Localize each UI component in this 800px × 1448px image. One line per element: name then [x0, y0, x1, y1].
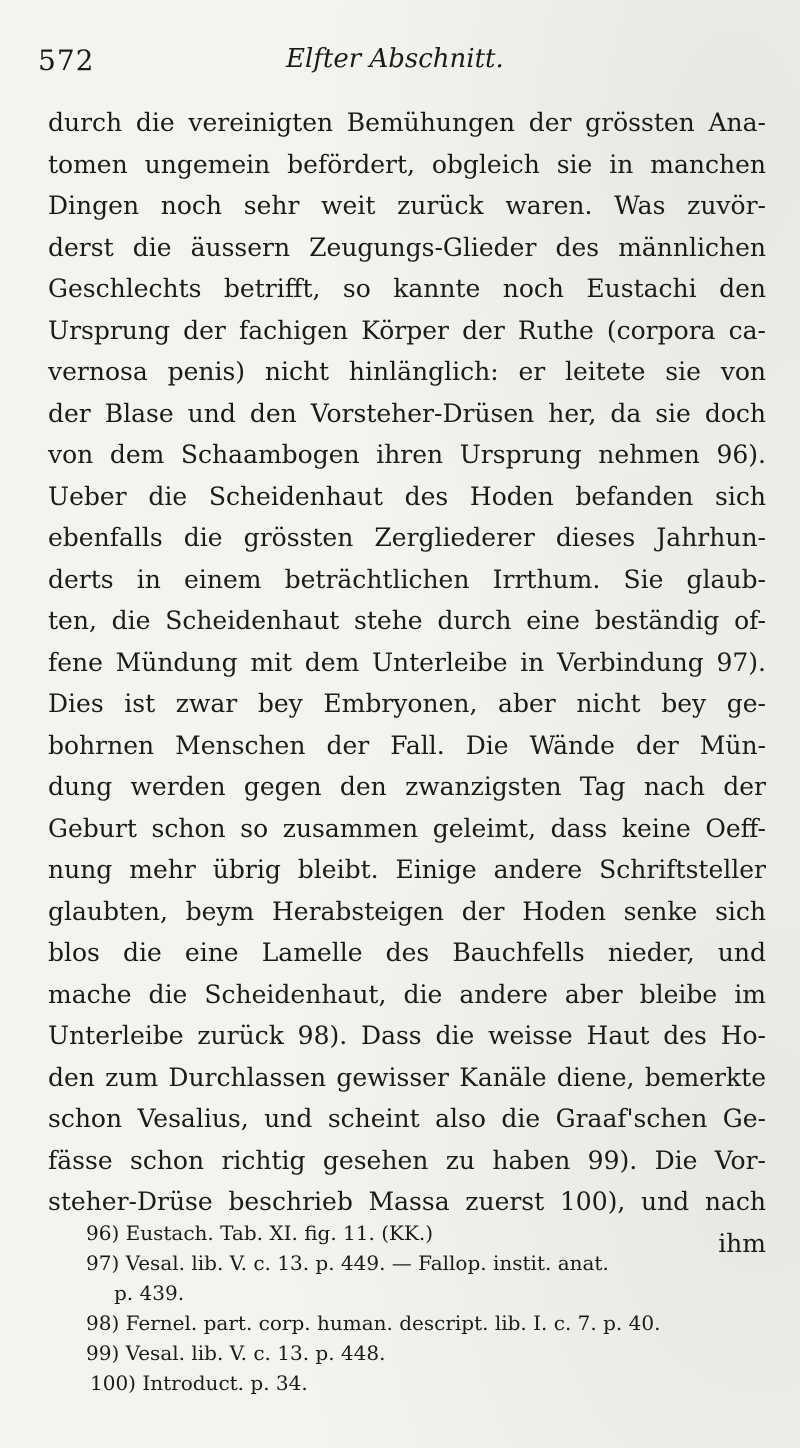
text-line: tomen ungemein befördert, obgleich sie in manchen — [48, 149, 766, 179]
text-line: ebenfalls die grössten Zergliederer dieses Jahrhun- — [48, 523, 766, 552]
text-line: vernosa penis) nicht hinlänglich: er leitete sie von — [48, 357, 766, 386]
page-header — [38, 40, 768, 90]
text-line: Dingen noch sehr weit zurück waren. Was zuvör- — [48, 191, 766, 220]
text-line: Geschlechts betrifft, so kannte noch Eustachi den — [48, 274, 766, 303]
text-line: dung werden gegen den zwanzigsten Tag nach der — [48, 772, 766, 801]
text-line: von dem Schaambogen ihren Ursprung nehmen 96). — [48, 440, 766, 469]
text-line: steher-Drüse beschrieb Massa zuerst 100), und nach — [48, 1187, 766, 1216]
running-title: Elfter Abschnitt. — [286, 44, 504, 74]
footnote-96: 96) Eustach. Tab. XI. fig. 11. (KK.) — [86, 1221, 434, 1245]
text-line: durch die vereinigten Bemühungen der grössten Ana- — [48, 108, 766, 137]
footnote-99: 99) Vesal. lib. V. c. 13. p. 448. — [86, 1341, 386, 1365]
footnote-97: 97) Vesal. lib. V. c. 13. p. 449. — Fallop. instit. anat. — [86, 1251, 609, 1275]
footnote-98: 98) Fernel. part. corp. human. descript. lib. I. c. 7. p. 40. — [86, 1311, 661, 1335]
text-line: nung mehr übrig bleibt. Einige andere Schriftsteller — [48, 855, 766, 884]
text-line: Ursprung der fachigen Körper der Ruthe (corpora ca- — [48, 315, 766, 345]
footnotes — [86, 1218, 768, 1398]
text-line: Geburt schon so zusammen geleimt, dass keine Oeff- — [48, 813, 766, 843]
text-line: derst die äussern Zeugungs-Glieder des männlichen — [48, 232, 766, 262]
text-line: schon Vesalius, und scheint also die Graaf'schen Ge- — [48, 1104, 766, 1133]
text-line: den zum Durchlassen gewisser Kanäle diene, bemerkte — [48, 1062, 766, 1092]
text-line: der Blase und den Vorsteher-Drüsen her, da sie doch — [48, 398, 766, 428]
page-number: 572 — [38, 44, 95, 77]
text-line: derts in einem beträchtlichen Irrthum. Sie glaub- — [48, 564, 766, 594]
text-line: Ueber die Scheidenhaut des Hoden befanden sich — [48, 481, 766, 511]
body-text — [48, 102, 766, 1264]
text-line: Unterleibe zurück 98). Dass die weisse Haut des Ho- — [48, 1021, 766, 1050]
text-line: blos die eine Lamelle des Bauchfells nieder, und — [48, 938, 766, 967]
footnote-97-continuation: p. 439. — [114, 1281, 185, 1305]
catchword: ihm — [718, 1228, 766, 1258]
text-line: fässe schon richtig gesehen zu haben 99). Die Vor- — [48, 1145, 766, 1175]
text-line: bohrnen Menschen der Fall. Die Wände der Mün- — [48, 730, 766, 760]
text-line: Dies ist zwar bey Embryonen, aber nicht bey ge- — [48, 689, 766, 718]
text-line: mache die Scheidenhaut, die andere aber bleibe im — [48, 979, 766, 1009]
text-line: ten, die Scheidenhaut stehe durch eine beständig of- — [48, 606, 766, 635]
text-line: fene Mündung mit dem Unterleibe in Verbindung 97). — [48, 647, 766, 677]
text-line: glaubten, beym Herabsteigen der Hoden senke sich — [48, 896, 766, 926]
footnote-100: 100) Introduct. p. 34. — [90, 1371, 308, 1395]
